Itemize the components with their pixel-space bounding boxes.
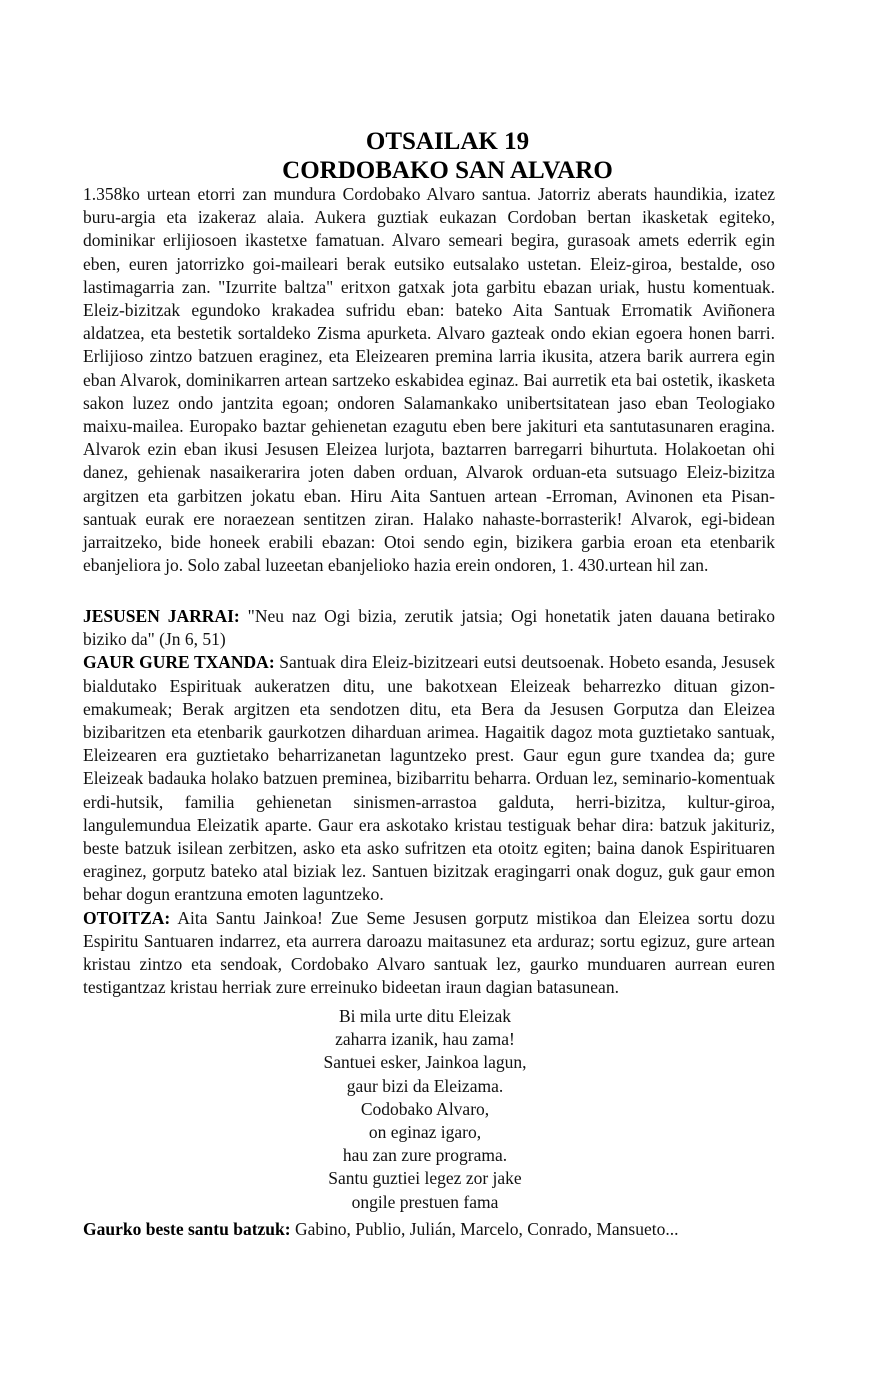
other-saints-line bbox=[83, 1218, 775, 1241]
section-turn-text: Santuak dira Eleiz-bizitzeari eutsi deutsoenak. Hobeto esanda, Jesusek bialdutako Espirituak aukeratzen ditu, une bakotxean Eleizeak beharrezko dituan gizon-emakumeak; Berak argitzen eta sendotzen ditu, eta Bera da Jesusen Gorputza dan Eleizea bizibaritzen eta etenbarik gaurkotzen diharduan arimea. Hagaitik dagoz mota guztietako santuak, Eleizearen era guztietako beharrizanetan laguntzeko prest. Gaur egun gure txandea da; gure Eleizeak badauka holako batzuen preminea, bizibarritu beharra. Orduan lez, seminario-komentuak erdi-hutsik, familia gehienetan sinismen-arrastoa galduta, herri-bizitza, kultur-giroa, langulemundua Eleizatik aparte. Gaur era askotako kristau testiguak behar dira: batzuk jakituriz, beste batzuk isilean zerbitzen, asko eta asko sufritzen eta otoitz egiten; baina danok Espirituaren eraginez, gorputz bateko atal biziak lez. Santuen bizitzak eragingarri onak doguz, guk gaur emon behar dogun erantzuna emoten laguntzeko. bbox=[83, 652, 775, 905]
page-date-title: OTSAILAK 19 bbox=[365, 128, 530, 155]
poem bbox=[0, 1005, 850, 1214]
poem-line: hau zan zure programa. bbox=[342, 1145, 508, 1166]
poem-line: Codobako Alvaro, bbox=[360, 1098, 490, 1119]
saint-name-title: CORDOBAKO SAN ALVARO bbox=[282, 157, 613, 184]
other-saints-text: Gabino, Publio, Julián, Marcelo, Conrado, Mansueto... bbox=[290, 1219, 679, 1239]
biography-paragraph: 1.358ko urtean etorri zan mundura Cordobako Alvaro santua. Jatorriz aberats haundikia, izatez buru-argia eta izakeraz alaia. Aukera guztiak eukazan Cordoban bertan ikasketak egiteko, dominikar erlijiosoen ikastetxe famatuan. Alvaro semeari begira, gurasoak amets ederrik egin eben, euren jatorrizko goi-maileari berak eutsiko eutsalako ustetan. Eleiz-giroa, bestalde, oso lastimagarria zan. "Izurrite baltza" eritxon gatxak jota garbitu ebazan uriak, hustu komentuak. Eleiz-bizitzak egundoko krakadea sufridu eban: bateko Aita Santuak Erromatik Aviñonera aldatzea, eta bestetik sortaldeko Zisma apurketa. Alvaro gazteak ondo ekian egoera honen barri. Erlijioso zintzo batzuen eraginez, eta Eleizearen premina larria ikusita, atzera barik aurrera egin eban Alvarok, dominikarren artean sartzeko eskabidea eginaz. Bai aurretik eta bai ostetik, ikasketa sakon luzez ondo jantzita egoan; ondoren Salamankako unibertsitatean jaso eban Teologiako maixu-mailea. Europako baztar gehienetan ezagutu eben bere jakituri eta santutasunaren eragina. Alvarok ezin eban ikusi Jesusen Eleizea lurjota, baztarren barregarri bihurtuta. Holakoetan ohi danez, gehienak nasaikerarira joten daben orduan, Alvarok orduan-eta sutsuago Eleiz-bizitza argitzen eta garbitzen jokatu eban. Hiru Aita Santuen artean -Erroman, Avinonen eta Pisan- santuak eurak ere noraezean sentitzen ziran. Halako nahaste-borrasterik! Alvarok, egi-bidean jarraitzeko, bide honeek erabili ebazan: Otoi sendo egin, bizikera garbia eroan eta etenbarik ebanjeliora jo. Solo zabal luzeetan ebanjelioko hazia erein ondoren, 1. 430.urtean hil zan. bbox=[83, 184, 775, 576]
poem-line: Bi mila urte ditu Eleizak bbox=[338, 1006, 512, 1026]
poem-line: on eginaz igaro, bbox=[368, 1122, 482, 1143]
poem-line: Santuei esker, Jainkoa lagun, bbox=[323, 1052, 527, 1073]
section-turn-label: GAUR GURE TXANDA: bbox=[83, 652, 275, 673]
section-follow bbox=[83, 605, 775, 651]
section-turn bbox=[83, 651, 775, 906]
section-follow-label: JESUSEN JARRAI: bbox=[83, 606, 240, 626]
poem-line: Santu guztiei legez zor jake bbox=[328, 1168, 522, 1189]
section-prayer-label: OTOITZA: bbox=[83, 907, 171, 928]
section-prayer bbox=[83, 907, 775, 1000]
reflection-sections bbox=[83, 605, 775, 999]
poem-line: ongile prestuen fama bbox=[351, 1191, 499, 1212]
other-saints-label: Gaurko beste santu batzuk: bbox=[83, 1219, 291, 1239]
section-prayer-text: Aita Santu Jainkoa! Zue Seme Jesusen gorputz mistikoa dan Eleizea sortu dozu Espiritu Santuaren indarrez, eta aurrera daroazu maitasunez eta arduraz; sortu egizuz, gure artean kristau zintzo eta sendoak, Cordobako Alvaro santuak lez, gaurko munduaren aurrean euren testigantzaz kristau herriak zure erreinuko bideetan iraun dagian batasunean. bbox=[83, 907, 775, 998]
section-follow-text: "Neu naz Ogi bizia, zerutik jatsia; Ogi honetatik jaten dauana betirako biziko da" (Jn 6, 51) bbox=[83, 606, 775, 650]
poem-line: zaharra izanik, hau zama! bbox=[335, 1029, 515, 1050]
poem-line: gaur bizi da Eleizama. bbox=[346, 1075, 504, 1096]
